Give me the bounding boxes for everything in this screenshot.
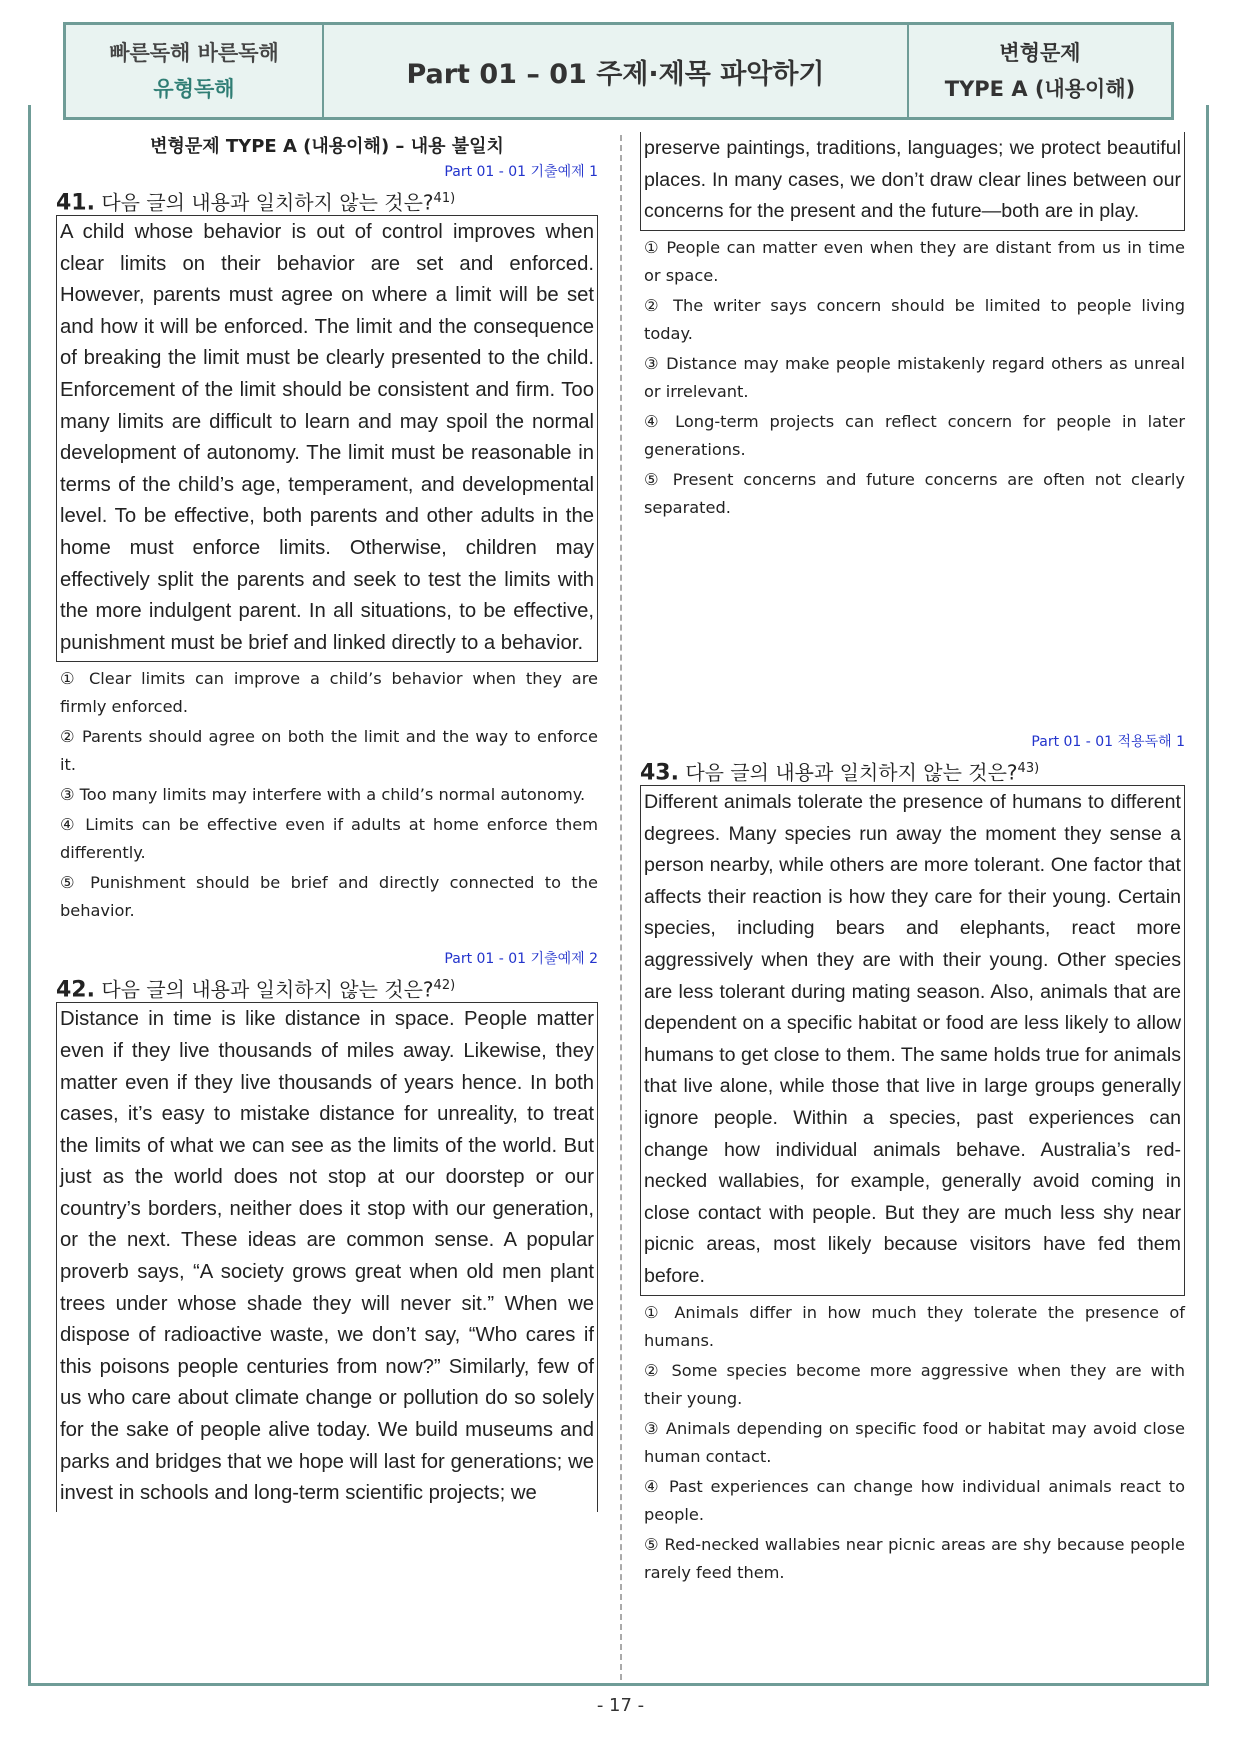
q41-choice-2[interactable]: ② Parents should agree on both the limit and the way to enforce it. [60, 727, 598, 775]
q43-choice-5[interactable]: ⑤ Red-necked wallabies near picnic areas are shy because people rarely feed them. [644, 1534, 1185, 1582]
q43-passage: Different animals tolerate the presence of humans to different degrees. Many species run away the moment they sense a person nearby, while others are more tolerant. One factor that affects their reaction is how they care for their young. Certain species, including bears and elephants, react more aggressively when they are with their young. Other species are less tolerant during mating season. Also, animals that are dependent on a specific habitat or food are less likely to allow humans to get close to them. The same holds true for animals that live alone, while those that live in large groups generally ignore people. Within a species, past experiences can change how individual animals behave. Australia’s red-necked wallabies, for example, generally avoid coming in close contact with people. But they are much less shy near picnic areas, most likely because visitors have fed them before. [640, 785, 1185, 1296]
q43-number: 43. [640, 760, 679, 786]
q43-footnote: 43) [1017, 761, 1040, 776]
q43-block [640, 732, 1185, 1589]
column-divider [620, 135, 622, 1680]
q43-choice-4[interactable]: ④ Past experiences can change how individual animals react to people. [644, 1476, 1185, 1524]
q42-passage-part2: preserve paintings, traditions, languages; we protect beautiful places. In many cases, we don’t draw clear lines between our concerns for the present and the future—both are in play. [640, 132, 1185, 231]
q42-source: Part 01 - 01 기출예제 2 [444, 951, 598, 968]
q43-source: Part 01 - 01 적용독해 1 [1031, 734, 1185, 750]
q42-question [56, 969, 598, 1002]
q41-choice-3[interactable]: ③ Too many limits may interfere with a child’s normal autonomy. [60, 785, 586, 805]
section-title: 변형문제 TYPE A (내용이해) – 내용 불일치 [150, 136, 504, 157]
q42-choices [640, 234, 1185, 522]
right-column [640, 132, 1185, 1582]
q41-question-text: 다음 글의 내용과 일치하지 않는 것은? [101, 190, 434, 215]
series-title [66, 25, 324, 117]
chapter-title: Part 01 – 01 주제·제목 파악하기 [406, 58, 825, 90]
q41-passage: A child whose behavior is out of control improves when clear limits on their behavior are set and enforced. However, parents must agree on where a limit will be set and how it will be enforced. The limit and the consequence of breaking the limit must be clearly presented to the child. Enforcement of the limit should be consistent and firm. Too many limits are difficult to learn and may spoil the normal development of autonomy. The limit must be reasonable in terms of the child’s age, temperament, and developmental level. To be effective, both parents and other adults in the home must enforce limits. Otherwise, children may effectively split the parents and seek to test the limits with the more indulgent parent. In all situations, to be effective, punishment must be brief and linked directly to a behavior. [56, 215, 598, 662]
q42-number: 42. [56, 977, 95, 1003]
q41-number: 41. [56, 190, 95, 216]
type-title [907, 25, 1171, 117]
left-column [56, 132, 598, 1512]
q41-footnote: 41) [433, 191, 456, 206]
q41-choice-4[interactable]: ④ Limits can be effective even if adults at home enforce them differently. [60, 815, 598, 863]
q43-choices [640, 1299, 1185, 1587]
q42-choice-1[interactable]: ① People can matter even when they are distant from us in time or space. [644, 237, 1185, 285]
q42-question-text: 다음 글의 내용과 일치하지 않는 것은? [101, 977, 434, 1002]
page-header [63, 22, 1174, 120]
q43-choice-2[interactable]: ② Some species become more aggressive when they are with their young. [644, 1360, 1185, 1408]
type-title-line2: TYPE A (내용이해) [944, 77, 1136, 101]
q43-question-text: 다음 글의 내용과 일치하지 않는 것은? [685, 760, 1018, 785]
series-title-line2: 유형독해 [153, 77, 235, 101]
series-title-line1: 빠른독해 바른독해 [109, 41, 279, 65]
q43-choice-1[interactable]: ① Animals differ in how much they tolerate the presence of humans. [644, 1302, 1185, 1350]
q42-footnote: 42) [433, 978, 456, 994]
page-number: - 17 - [596, 1695, 645, 1716]
q42-choice-5[interactable]: ⑤ Present concerns and future concerns are often not clearly separated. [644, 469, 1185, 517]
q43-question [640, 752, 1185, 785]
q42-choice-4[interactable]: ④ Long-term projects can reflect concern for people in later generations. [644, 411, 1185, 459]
type-title-line1: 변형문제 [999, 41, 1081, 65]
q41-choices [56, 665, 598, 925]
q42-choice-3[interactable]: ③ Distance may make people mistakenly regard others as unreal or irrelevant. [644, 353, 1185, 401]
q41-choice-1[interactable]: ① Clear limits can improve a child’s behavior when they are firmly enforced. [60, 669, 598, 717]
q41-question [56, 182, 598, 215]
q42-choice-2[interactable]: ② The writer says concern should be limited to people living today. [644, 295, 1185, 343]
q41-source: Part 01 - 01 기출예제 1 [444, 164, 598, 180]
q41-choice-5[interactable]: ⑤ Punishment should be brief and directly connected to the behavior. [60, 873, 598, 921]
q42-passage-part1: Distance in time is like distance in space. People matter even if they live thousands of miles away. Likewise, they matter even if they live thousands of years hence. In both cases, it’s easy to mistake distance for unreality, to treat the limits of what we can see as the limits of the world. But just as the world does not stop at our doorstep or our country’s borders, neither does it stop with our generation, or the next. These ideas are common sense. A popular proverb says, “A society grows great when old men plant trees under whose shade they will never sit.” When we dispose of radioactive waste, we don’t say, “Who cares if this poisons people centuries from now?” Similarly, few of us who care about climate change or pollution do so solely for the sake of people alive today. We build museums and parks and bridges that we hope will last for generations; we invest in schools and long-term scientific projects; we [56, 1002, 598, 1512]
q43-choice-3[interactable]: ③ Animals depending on specific food or habitat may avoid close human contact. [644, 1418, 1185, 1466]
